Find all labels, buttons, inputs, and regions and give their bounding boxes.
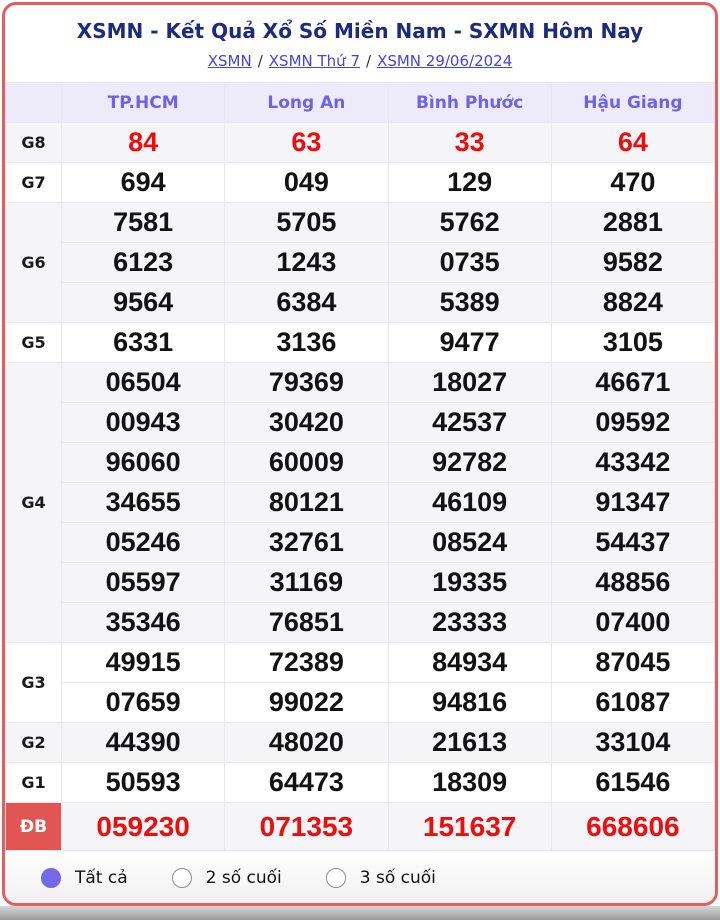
- column-header-longan: Long An: [225, 83, 388, 123]
- result-cell: 6384: [225, 283, 388, 323]
- result-cell: 48020: [225, 723, 388, 763]
- result-cell: 33: [388, 123, 551, 163]
- result-cell: 60009: [225, 443, 388, 483]
- result-cell: 470: [551, 163, 714, 203]
- page-title: XSMN - Kết Quả Xổ Số Miền Nam - SXMN Hôm Nay: [76, 19, 644, 43]
- result-cell: 2881: [551, 203, 714, 243]
- result-cell: 44390: [62, 723, 225, 763]
- result-cell: 61087: [551, 683, 714, 723]
- result-cell: 19335: [388, 563, 551, 603]
- result-cell: 35346: [62, 603, 225, 643]
- table-row: [6, 403, 715, 443]
- prize-label-g2: G2: [6, 723, 62, 763]
- result-cell: 00943: [62, 403, 225, 443]
- result-cell: 42537: [388, 403, 551, 443]
- breadcrumb-link-xsmn-date[interactable]: XSMN 29/06/2024: [377, 52, 513, 70]
- result-cell: 5705: [225, 203, 388, 243]
- filter-radiogroup: [5, 851, 715, 904]
- result-cell: 694: [62, 163, 225, 203]
- result-cell: 31169: [225, 563, 388, 603]
- column-header-binhphuoc: Bình Phước: [388, 83, 551, 123]
- column-header-haugiang: Hậu Giang: [551, 83, 714, 123]
- result-cell: 05597: [62, 563, 225, 603]
- result-cell: 63: [225, 123, 388, 163]
- result-cell: 91347: [551, 483, 714, 523]
- filter-option-label: 2 số cuối: [205, 867, 282, 888]
- result-cell: 64473: [225, 763, 388, 803]
- prize-label-g3: G3: [6, 643, 62, 723]
- prize-label-g7: G7: [6, 163, 62, 203]
- result-cell: 34655: [62, 483, 225, 523]
- result-cell: 6331: [62, 323, 225, 363]
- table-row: [6, 243, 715, 283]
- result-cell: 5389: [388, 283, 551, 323]
- result-cell: 94816: [388, 683, 551, 723]
- table-row: [6, 443, 715, 483]
- page-background-strip: [0, 906, 720, 920]
- table-row: [6, 563, 715, 603]
- result-cell: 33104: [551, 723, 714, 763]
- result-cell: 23333: [388, 603, 551, 643]
- result-cell: 64: [551, 123, 714, 163]
- filter-option-last3[interactable]: [326, 868, 436, 888]
- result-cell: 9477: [388, 323, 551, 363]
- table-row: [6, 643, 715, 683]
- table-row: [6, 523, 715, 563]
- result-cell: 18027: [388, 363, 551, 403]
- table-row: [6, 323, 715, 363]
- filter-option-label: Tất cả: [75, 867, 128, 888]
- corner-cell: [6, 83, 62, 123]
- table-row: [6, 203, 715, 243]
- result-cell: 43342: [551, 443, 714, 483]
- breadcrumb-link-xsmn[interactable]: XSMN: [207, 52, 252, 70]
- result-cell: 92782: [388, 443, 551, 483]
- table-row: [6, 683, 715, 723]
- result-cell: 151637: [388, 803, 551, 851]
- filter-option-last2[interactable]: [172, 868, 282, 888]
- filter-option-all[interactable]: [41, 868, 128, 888]
- result-cell: 668606: [551, 803, 714, 851]
- table-row: [6, 723, 715, 763]
- result-cell: 54437: [551, 523, 714, 563]
- table-row: [6, 763, 715, 803]
- prize-label-db: ĐB: [6, 803, 62, 851]
- breadcrumb-link-xsmn-thu7[interactable]: XSMN Thứ 7: [268, 52, 360, 70]
- result-cell: 071353: [225, 803, 388, 851]
- result-cell: 79369: [225, 363, 388, 403]
- result-cell: 61546: [551, 763, 714, 803]
- result-cell: 7581: [62, 203, 225, 243]
- result-cell: 48856: [551, 563, 714, 603]
- prize-label-g5: G5: [6, 323, 62, 363]
- result-cell: 96060: [62, 443, 225, 483]
- table-row: [6, 363, 715, 403]
- result-cell: 6123: [62, 243, 225, 283]
- breadcrumb-separator: /: [366, 52, 372, 70]
- result-cell: 84: [62, 123, 225, 163]
- result-cell: 84934: [388, 643, 551, 683]
- result-cell: 08524: [388, 523, 551, 563]
- result-cell: 059230: [62, 803, 225, 851]
- result-cell: 3136: [225, 323, 388, 363]
- result-cell: 21613: [388, 723, 551, 763]
- result-cell: 99022: [225, 683, 388, 723]
- result-cell: 8824: [551, 283, 714, 323]
- result-cell: 87045: [551, 643, 714, 683]
- results-card: [2, 2, 718, 906]
- result-cell: 80121: [225, 483, 388, 523]
- result-cell: 129: [388, 163, 551, 203]
- table-row: [6, 123, 715, 163]
- table-row: [6, 483, 715, 523]
- result-cell: 0735: [388, 243, 551, 283]
- result-cell: 09592: [551, 403, 714, 443]
- breadcrumb-separator: /: [257, 52, 263, 70]
- table-row: [6, 283, 715, 323]
- result-cell: 5762: [388, 203, 551, 243]
- column-header-tphcm: TP.HCM: [62, 83, 225, 123]
- result-cell: 72389: [225, 643, 388, 683]
- filter-option-label: 3 số cuối: [359, 867, 436, 888]
- table-row: [6, 603, 715, 643]
- result-cell: 05246: [62, 523, 225, 563]
- result-cell: 9582: [551, 243, 714, 283]
- table-row: [6, 803, 715, 851]
- radio-icon[interactable]: [41, 868, 61, 888]
- result-cell: 50593: [62, 763, 225, 803]
- breadcrumb: [5, 52, 715, 70]
- result-cell: 049: [225, 163, 388, 203]
- table-row: [6, 163, 715, 203]
- result-cell: 3105: [551, 323, 714, 363]
- result-cell: 30420: [225, 403, 388, 443]
- result-cell: 32761: [225, 523, 388, 563]
- results-table: [5, 82, 715, 851]
- prize-label-g6: G6: [6, 203, 62, 323]
- result-cell: 18309: [388, 763, 551, 803]
- result-cell: 06504: [62, 363, 225, 403]
- result-cell: 07659: [62, 683, 225, 723]
- prize-label-g8: G8: [6, 123, 62, 163]
- result-cell: 1243: [225, 243, 388, 283]
- radio-icon[interactable]: [326, 868, 346, 888]
- prize-label-g1: G1: [6, 763, 62, 803]
- result-cell: 46671: [551, 363, 714, 403]
- table-header-row: [6, 83, 715, 123]
- result-cell: 76851: [225, 603, 388, 643]
- result-cell: 49915: [62, 643, 225, 683]
- result-cell: 07400: [551, 603, 714, 643]
- radio-icon[interactable]: [172, 868, 192, 888]
- result-cell: 9564: [62, 283, 225, 323]
- prize-label-g4: G4: [6, 363, 62, 643]
- result-cell: 46109: [388, 483, 551, 523]
